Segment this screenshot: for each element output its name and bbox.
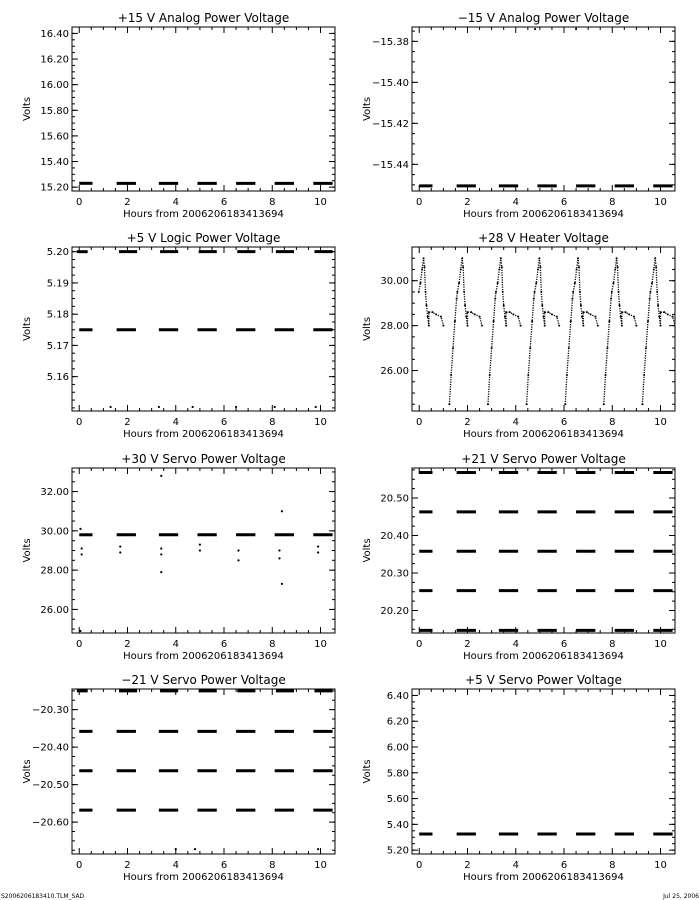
heater-sample-point <box>660 311 662 313</box>
x-tick-label: 4 <box>512 860 519 871</box>
x-tick-label: 0 <box>416 860 423 871</box>
heater-sample-point <box>618 291 620 293</box>
y-tick-label: −15.38 <box>371 36 409 48</box>
heater-sample-point <box>470 311 472 313</box>
heater-sample-point <box>462 266 464 268</box>
heater-sample-point <box>440 316 442 318</box>
x-tick-label: 8 <box>609 417 616 428</box>
y-axis-label: Volts <box>362 96 373 122</box>
x-tick-label: 4 <box>172 639 179 650</box>
x-tick-label: 6 <box>220 417 228 428</box>
x-tick-label: 2 <box>124 197 131 208</box>
y-tick-label: 15.60 <box>40 131 69 143</box>
heater-cycle-line <box>642 258 675 404</box>
heater-sample-point <box>619 304 621 306</box>
y-tick-label: −20.30 <box>31 705 69 717</box>
heater-sample-point <box>568 347 570 349</box>
x-tick-label: 8 <box>269 639 276 650</box>
heater-sample-point <box>579 291 581 293</box>
heater-sample-point <box>463 291 465 293</box>
heater-sample-point <box>537 268 539 270</box>
heater-sample-point <box>418 291 420 293</box>
heater-sample-point <box>663 311 665 313</box>
data-point <box>160 571 162 573</box>
data-point <box>199 549 201 551</box>
x-tick-label: 2 <box>124 417 131 428</box>
data-point <box>81 553 83 555</box>
heater-sample-point <box>667 313 669 315</box>
x-axis-label: Hours from 2006206183413694 <box>463 209 624 220</box>
chart-panel-1 <box>22 11 335 220</box>
heater-sample-point <box>643 374 645 376</box>
heater-sample-point <box>578 266 580 268</box>
heater-sample-point <box>541 304 543 306</box>
heater-sample-point <box>529 347 531 349</box>
x-tick-label: 10 <box>314 639 327 650</box>
heater-sample-point <box>540 291 542 293</box>
y-tick-label: 5.17 <box>46 340 69 352</box>
heater-sample-point <box>419 282 421 284</box>
data-point <box>278 557 280 559</box>
x-tick-label: 4 <box>172 417 179 428</box>
x-tick-label: 6 <box>220 639 228 650</box>
x-tick-label: 4 <box>172 197 179 208</box>
heater-sample-point <box>660 325 662 327</box>
chart-panel-5 <box>22 452 335 662</box>
data-point <box>317 848 319 850</box>
heater-sample-point <box>611 291 613 293</box>
heater-sample-point <box>603 403 605 405</box>
heater-cycle-line <box>604 258 637 404</box>
x-tick-label: 0 <box>76 197 83 208</box>
heater-sample-point <box>544 325 546 327</box>
heater-sample-point <box>505 311 507 313</box>
footer-date: Jul 25, 2006 <box>663 893 699 900</box>
x-tick-label: 0 <box>76 417 83 428</box>
heater-sample-point <box>544 311 546 313</box>
heater-sample-point <box>621 311 623 313</box>
heater-sample-point <box>625 311 627 313</box>
heater-sample-point <box>576 268 578 270</box>
plot-frame <box>412 247 675 411</box>
y-tick-label: 5.20 <box>46 247 69 259</box>
x-tick-label: 10 <box>654 860 667 871</box>
heater-sample-point <box>616 257 618 259</box>
heater-sample-point <box>628 313 630 315</box>
y-tick-label: 20.50 <box>380 493 409 505</box>
heater-sample-point <box>479 316 481 318</box>
heater-sample-point <box>620 316 622 318</box>
y-tick-label: 30.00 <box>380 276 409 288</box>
data-point <box>81 547 83 549</box>
x-tick-label: 2 <box>464 860 471 871</box>
x-tick-label: 10 <box>654 197 667 208</box>
chart-panel-3 <box>22 231 335 440</box>
chart-panel-8 <box>362 673 675 883</box>
heater-sample-point <box>610 298 612 300</box>
heater-sample-point <box>608 320 610 322</box>
x-tick-label: 6 <box>220 197 228 208</box>
y-tick-label: −15.44 <box>371 159 409 171</box>
heater-sample-point <box>597 325 599 327</box>
heater-sample-point <box>424 266 426 268</box>
chart-panel-7 <box>22 673 335 883</box>
data-point <box>194 848 196 850</box>
heater-sample-point <box>580 304 582 306</box>
heater-cycle-line <box>419 258 444 325</box>
y-tick-label: 15.20 <box>40 182 69 194</box>
heater-sample-point <box>649 291 651 293</box>
heater-sample-point <box>520 325 522 327</box>
plot-frame <box>412 689 675 854</box>
heater-sample-point <box>461 257 463 259</box>
heater-sample-point <box>674 325 676 327</box>
heater-sample-point <box>465 316 467 318</box>
heater-sample-point <box>551 313 553 315</box>
heater-sample-point <box>582 325 584 327</box>
chart-title: −21 V Servo Power Voltage <box>121 673 286 687</box>
heater-cycle-line <box>527 258 560 404</box>
chart-title: +5 V Servo Power Voltage <box>465 673 622 687</box>
data-point <box>281 510 283 512</box>
heater-sample-point <box>427 316 429 318</box>
chart-title: +21 V Servo Power Voltage <box>461 452 626 466</box>
heater-sample-point <box>653 268 655 270</box>
x-tick-label: 6 <box>560 639 568 650</box>
heater-sample-point <box>531 320 533 322</box>
heater-sample-point <box>432 311 434 313</box>
x-tick-label: 2 <box>464 417 471 428</box>
x-tick-label: 8 <box>269 197 276 208</box>
heater-sample-point <box>466 325 468 327</box>
y-tick-label: 28.00 <box>40 565 69 577</box>
heater-sample-point <box>428 311 430 313</box>
y-tick-label: 15.40 <box>40 157 69 169</box>
heater-sample-point <box>533 298 535 300</box>
plot-area <box>419 473 672 631</box>
heater-sample-point <box>498 268 500 270</box>
x-tick-label: 10 <box>314 197 327 208</box>
y-tick-label: 5.16 <box>46 372 69 384</box>
heater-sample-point <box>504 316 506 318</box>
y-axis-label: Volts <box>362 759 373 784</box>
data-point <box>281 583 283 585</box>
x-tick-label: 6 <box>560 417 568 428</box>
heater-sample-point <box>614 268 616 270</box>
chart-title: +28 V Heater Voltage <box>478 231 609 245</box>
chart-title: +5 V Logic Power Voltage <box>126 231 281 245</box>
y-tick-label: 15.80 <box>40 105 69 117</box>
heater-sample-point <box>487 403 489 405</box>
y-axis-label: Volts <box>22 316 33 342</box>
data-point <box>110 406 112 408</box>
y-tick-label: 26.00 <box>40 604 69 616</box>
heater-sample-point <box>558 325 560 327</box>
heater-sample-point <box>502 291 504 293</box>
plot-area <box>77 252 333 408</box>
y-tick-label: −20.60 <box>31 817 69 829</box>
data-point <box>119 551 121 553</box>
x-tick-label: 6 <box>560 860 568 871</box>
x-tick-label: 0 <box>76 860 83 871</box>
y-axis-label: Volts <box>22 538 33 563</box>
y-tick-label: 5.18 <box>46 309 69 321</box>
y-tick-label: 30.00 <box>40 526 69 538</box>
x-tick-label: 4 <box>512 639 519 650</box>
heater-sample-point <box>534 291 536 293</box>
x-tick-label: 8 <box>609 639 616 650</box>
heater-sample-point <box>489 374 491 376</box>
y-tick-label: 20.20 <box>380 606 409 617</box>
heater-sample-point <box>654 257 656 259</box>
data-point <box>79 528 81 530</box>
heater-sample-point <box>466 311 468 313</box>
heater-sample-point <box>456 291 458 293</box>
heater-sample-point <box>605 374 607 376</box>
y-tick-label: −15.42 <box>371 118 409 130</box>
x-tick-label: 10 <box>654 639 667 650</box>
heater-sample-point <box>526 403 528 405</box>
heater-sample-point <box>606 347 608 349</box>
heater-sample-point <box>633 316 635 318</box>
heater-sample-point <box>517 316 519 318</box>
x-tick-label: 0 <box>416 639 423 650</box>
heater-sample-point <box>481 325 483 327</box>
heater-sample-point <box>456 298 458 300</box>
heater-sample-point <box>547 311 549 313</box>
data-point <box>315 406 317 408</box>
x-axis-label: Hours from 2006206183413694 <box>463 429 624 440</box>
footer-filename: S2006206183410.TLM_SAD <box>1 893 85 900</box>
heater-sample-point <box>535 282 537 284</box>
y-tick-label: 6.40 <box>386 690 409 702</box>
data-point <box>119 545 121 547</box>
plot-area <box>419 28 672 186</box>
y-tick-label: 5.19 <box>46 278 69 290</box>
heater-sample-point <box>454 320 456 322</box>
heater-sample-point <box>509 311 511 313</box>
y-tick-label: 32.00 <box>40 487 69 499</box>
data-point <box>160 553 162 555</box>
heater-sample-point <box>651 282 653 284</box>
y-axis-label: Volts <box>362 316 373 342</box>
x-tick-label: 10 <box>314 860 327 871</box>
data-point <box>534 28 536 30</box>
heater-cycle-line <box>488 258 521 404</box>
plot-frame <box>412 27 675 191</box>
y-tick-label: 5.20 <box>386 845 409 857</box>
heater-sample-point <box>435 313 437 315</box>
chart-title: +15 V Analog Power Voltage <box>117 11 290 25</box>
heater-sample-point <box>564 403 566 405</box>
data-point <box>235 406 237 408</box>
heater-sample-point <box>657 304 659 306</box>
heater-sample-point <box>538 257 540 259</box>
data-point <box>160 547 162 549</box>
heater-sample-point <box>497 282 499 284</box>
heater-sample-point <box>527 374 529 376</box>
heater-sample-point <box>672 316 674 318</box>
heater-sample-point <box>612 282 614 284</box>
y-axis-label: Volts <box>22 759 33 784</box>
heater-sample-point <box>577 257 579 259</box>
y-axis-label: Volts <box>22 96 33 122</box>
x-axis-label: Hours from 2006206183413694 <box>123 651 284 662</box>
heater-sample-point <box>450 374 452 376</box>
heater-sample-point <box>594 316 596 318</box>
heater-sample-point <box>617 266 619 268</box>
heater-sample-point <box>574 282 576 284</box>
x-tick-label: 0 <box>416 197 423 208</box>
heater-sample-point <box>458 282 460 284</box>
x-tick-label: 6 <box>220 860 228 871</box>
data-point <box>278 549 280 551</box>
heater-sample-point <box>582 311 584 313</box>
heater-sample-point <box>452 347 454 349</box>
y-tick-label: −20.50 <box>31 780 69 792</box>
heater-sample-point <box>581 316 583 318</box>
heater-sample-point <box>539 266 541 268</box>
heater-sample-point <box>474 313 476 315</box>
heater-sample-point <box>656 291 658 293</box>
data-point <box>158 406 160 408</box>
y-tick-label: 6.20 <box>386 716 409 728</box>
heater-sample-point <box>641 403 643 405</box>
y-tick-label: 16.20 <box>40 54 69 66</box>
data-point <box>237 559 239 561</box>
heater-sample-point <box>621 325 623 327</box>
x-axis-label: Hours from 2006206183413694 <box>463 651 624 662</box>
x-tick-label: 2 <box>464 197 471 208</box>
x-tick-label: 8 <box>609 197 616 208</box>
heater-cycle-line <box>449 258 482 404</box>
plot-frame <box>72 27 335 191</box>
heater-sample-point <box>500 257 502 259</box>
x-tick-label: 10 <box>314 417 327 428</box>
y-tick-label: 28.00 <box>380 321 409 333</box>
heater-sample-point <box>442 325 444 327</box>
heater-sample-point <box>543 316 545 318</box>
x-tick-label: 8 <box>269 860 276 871</box>
x-tick-label: 8 <box>609 860 616 871</box>
x-tick-label: 4 <box>512 417 519 428</box>
data-point <box>575 28 577 30</box>
data-point <box>199 544 201 546</box>
chart-panel-2 <box>362 11 675 220</box>
data-point <box>274 406 276 408</box>
heater-sample-point <box>586 311 588 313</box>
y-tick-label: 5.80 <box>386 768 409 780</box>
y-tick-label: 20.40 <box>380 531 409 542</box>
heater-sample-point <box>645 347 647 349</box>
x-tick-label: 4 <box>512 197 519 208</box>
heater-sample-point <box>460 268 462 270</box>
x-tick-label: 2 <box>464 639 471 650</box>
heater-sample-point <box>505 325 507 327</box>
x-axis-label: Hours from 2006206183413694 <box>123 429 284 440</box>
y-tick-label: 5.40 <box>386 819 409 831</box>
heater-sample-point <box>421 268 423 270</box>
data-point <box>160 475 162 477</box>
x-tick-label: 10 <box>654 417 667 428</box>
y-tick-label: −20.40 <box>31 742 69 754</box>
x-tick-label: 2 <box>124 860 131 871</box>
chart-title: −15 V Analog Power Voltage <box>457 11 630 25</box>
heater-sample-point <box>512 313 514 315</box>
heater-sample-point <box>658 316 660 318</box>
heater-sample-point <box>566 374 568 376</box>
heater-sample-point <box>464 304 466 306</box>
y-tick-label: 5.60 <box>386 794 409 806</box>
chart-title: +30 V Servo Power Voltage <box>121 452 286 466</box>
plot-area <box>418 257 676 405</box>
heater-sample-point <box>647 320 649 322</box>
heater-sample-point <box>493 320 495 322</box>
x-tick-label: 6 <box>560 197 568 208</box>
heater-sample-point <box>425 291 427 293</box>
data-point <box>237 549 239 551</box>
heater-sample-point <box>571 298 573 300</box>
x-tick-label: 4 <box>172 860 179 871</box>
y-tick-label: 6.00 <box>386 742 409 754</box>
data-point <box>79 630 81 632</box>
plot-area <box>77 691 333 850</box>
heater-sample-point <box>501 266 503 268</box>
heater-sample-point <box>556 316 558 318</box>
heater-sample-point <box>649 298 651 300</box>
heater-sample-point <box>494 298 496 300</box>
x-axis-label: Hours from 2006206183413694 <box>123 209 284 220</box>
heater-sample-point <box>590 313 592 315</box>
data-point <box>317 551 319 553</box>
heater-sample-point <box>655 266 657 268</box>
y-tick-label: 16.00 <box>40 80 69 92</box>
x-axis-label: Hours from 2006206183413694 <box>123 872 284 883</box>
x-tick-label: 0 <box>416 417 423 428</box>
y-tick-label: −15.40 <box>371 77 409 89</box>
plot-frame <box>72 468 335 633</box>
heater-sample-point <box>491 347 493 349</box>
data-point <box>317 545 319 547</box>
heater-sample-point <box>495 291 497 293</box>
heater-sample-point <box>425 304 427 306</box>
data-point <box>175 848 177 850</box>
y-axis-label: Volts <box>362 538 373 563</box>
heater-sample-point <box>428 325 430 327</box>
x-axis-label: Hours from 2006206183413694 <box>463 872 624 883</box>
x-tick-label: 0 <box>76 639 83 650</box>
heater-cycle-line <box>565 258 598 404</box>
y-tick-label: 26.00 <box>380 366 409 378</box>
x-tick-label: 8 <box>269 417 276 428</box>
data-point <box>192 406 194 408</box>
heater-sample-point <box>503 304 505 306</box>
heater-sample-point <box>448 403 450 405</box>
heater-sample-point <box>423 257 425 259</box>
x-tick-label: 2 <box>124 639 131 650</box>
y-tick-label: 16.40 <box>40 28 69 40</box>
chart-panel-4 <box>362 231 676 440</box>
heater-sample-point <box>635 325 637 327</box>
plot-area <box>79 475 332 632</box>
y-tick-label: 20.30 <box>380 568 409 580</box>
chart-panel-6 <box>362 452 675 662</box>
heater-sample-point <box>570 320 572 322</box>
heater-sample-point <box>572 291 574 293</box>
